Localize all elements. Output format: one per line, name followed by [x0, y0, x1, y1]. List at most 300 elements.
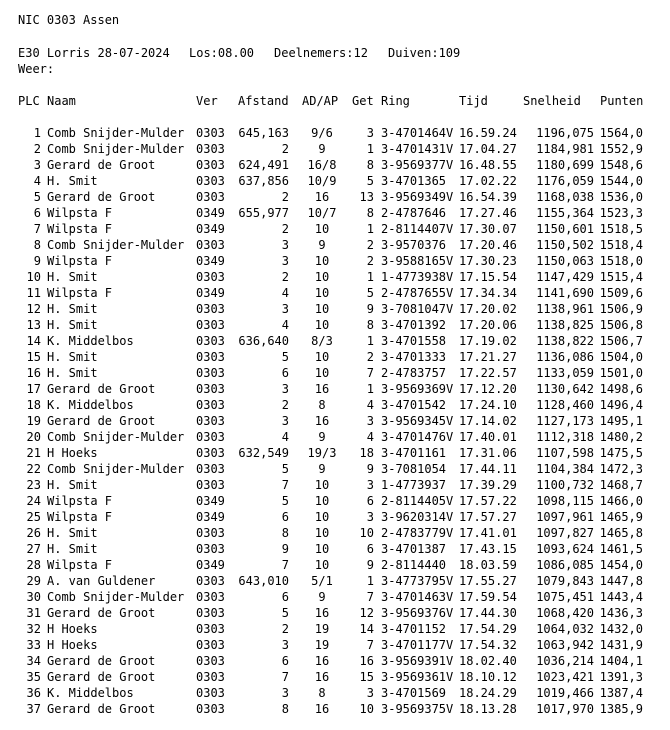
cell-naam: Comb Snijder-Mulder: [47, 126, 185, 140]
cell-ver: 0303: [196, 318, 225, 332]
cell-afstand: 624,491: [238, 158, 289, 172]
cell-plc: 37: [26, 702, 41, 716]
cell-plc: 29: [26, 574, 41, 588]
cell-snelheid: 1133,059: [536, 366, 594, 380]
cell-afstand: 2: [281, 222, 289, 236]
cell-adap: 19/3: [307, 446, 337, 460]
cell-adap: 10: [314, 542, 330, 556]
cell-adap: 10: [314, 478, 330, 492]
cell-punten: 1468,7: [599, 478, 643, 492]
cell-snelheid: 1168,038: [536, 190, 594, 204]
cell-snelheid: 1184,981: [536, 142, 594, 156]
table-row: [0, 429, 670, 445]
table-row: [0, 525, 670, 541]
cell-punten: 1518,5: [599, 222, 643, 236]
cell-snelheid: 1130,642: [536, 382, 594, 396]
cell-ver: 0349: [196, 222, 225, 236]
cell-plc: 10: [26, 270, 41, 284]
cell-tijd: 18.10.12: [459, 670, 517, 684]
page-title: NIC 0303 Assen: [18, 13, 120, 27]
cell-afstand: 5: [281, 350, 289, 364]
cell-afstand: 3: [281, 382, 289, 396]
cell-plc: 19: [26, 414, 41, 428]
cell-tijd: 16.48.55: [459, 158, 517, 172]
cell-ring: 3-4701387: [381, 542, 447, 556]
cell-ring: 3-9570376: [381, 238, 447, 252]
cell-afstand: 655,977: [238, 206, 289, 220]
cell-get: 3: [366, 126, 374, 140]
cell-plc: 5: [33, 190, 41, 204]
cell-plc: 3: [33, 158, 41, 172]
cell-get: 10: [359, 702, 374, 716]
cell-ver: 0349: [196, 510, 225, 524]
cell-punten: 1544,0: [599, 174, 643, 188]
cell-adap: 9/6: [311, 126, 333, 140]
cell-punten: 1552,9: [599, 142, 643, 156]
cell-afstand: 637,856: [238, 174, 289, 188]
cell-ring: 3-4701431V: [381, 142, 454, 156]
table-row: [0, 285, 670, 301]
cell-adap: 10: [314, 286, 330, 300]
cell-get: 6: [366, 542, 374, 556]
cell-adap: 9: [318, 462, 326, 476]
cell-afstand: 9: [281, 542, 289, 556]
cell-ver: 0303: [196, 398, 225, 412]
cell-ver: 0303: [196, 702, 225, 716]
cell-plc: 2: [33, 142, 41, 156]
cell-ver: 0303: [196, 526, 225, 540]
cell-ring: 3-4701464V: [381, 126, 454, 140]
cell-snelheid: 1138,961: [536, 302, 594, 316]
cell-plc: 7: [33, 222, 41, 236]
cell-plc: 9: [33, 254, 41, 268]
cell-plc: 24: [26, 494, 41, 508]
cell-naam: H Hoeks: [47, 638, 98, 652]
table-row: [0, 269, 670, 285]
cell-ring: 2-8114407V: [381, 222, 454, 236]
cell-ver: 0303: [196, 542, 225, 556]
cell-afstand: 3: [281, 414, 289, 428]
cell-punten: 1465,8: [599, 526, 643, 540]
cell-tijd: 17.43.15: [459, 542, 517, 556]
cell-afstand: 632,549: [238, 446, 289, 460]
cell-plc: 18: [26, 398, 41, 412]
cell-punten: 1432,0: [599, 622, 643, 636]
cell-plc: 16: [26, 366, 41, 380]
cell-naam: H. Smit: [47, 350, 98, 364]
cell-snelheid: 1098,115: [536, 494, 594, 508]
cell-naam: H. Smit: [47, 270, 98, 284]
cell-adap: 5/1: [311, 574, 333, 588]
cell-afstand: 2: [281, 270, 289, 284]
cell-naam: K. Middelbos: [47, 334, 134, 348]
cell-snelheid: 1141,690: [536, 286, 594, 300]
cell-tijd: 17.27.46: [459, 206, 517, 220]
cell-get: 1: [366, 142, 374, 156]
cell-ring: 3-4701333: [381, 350, 447, 364]
cell-tijd: 17.02.22: [459, 174, 517, 188]
cell-naam: Wilpsta F: [47, 254, 113, 268]
cell-afstand: 6: [281, 590, 289, 604]
cell-tijd: 17.30.07: [459, 222, 517, 236]
cell-afstand: 2: [281, 190, 289, 204]
cell-get: 1: [366, 334, 374, 348]
cell-ver: 0303: [196, 334, 225, 348]
cell-adap: 8: [318, 686, 326, 700]
cell-get: 3: [366, 478, 374, 492]
cell-plc: 36: [26, 686, 41, 700]
cell-naam: H. Smit: [47, 366, 98, 380]
cell-adap: 16: [314, 414, 330, 428]
cell-ver: 0303: [196, 190, 225, 204]
cell-get: 2: [366, 254, 374, 268]
table-row: [0, 573, 670, 589]
cell-tijd: 17.41.01: [459, 526, 517, 540]
cell-ver: 0303: [196, 174, 225, 188]
cell-tijd: 17.31.06: [459, 446, 517, 460]
table-row: [0, 125, 670, 141]
cell-afstand: 5: [281, 606, 289, 620]
cell-naam: Comb Snijder-Mulder: [47, 462, 185, 476]
cell-punten: 1548,6: [599, 158, 643, 172]
cell-ring: 2-4787655V: [381, 286, 454, 300]
cell-adap: 10: [314, 270, 330, 284]
cell-punten: 1509,6: [599, 286, 643, 300]
cell-naam: Gerard de Groot: [47, 190, 156, 204]
table-row: [0, 669, 670, 685]
cell-plc: 15: [26, 350, 41, 364]
cell-tijd: 17.15.54: [459, 270, 517, 284]
cell-get: 3: [366, 510, 374, 524]
cell-punten: 1480,2: [599, 430, 643, 444]
cell-punten: 1431,9: [599, 638, 643, 652]
cell-get: 14: [359, 622, 374, 636]
cell-adap: 8: [318, 398, 326, 412]
cell-ring: 3-9569391V: [381, 654, 454, 668]
cell-afstand: 7: [281, 478, 289, 492]
cell-snelheid: 1136,086: [536, 350, 594, 364]
cell-plc: 26: [26, 526, 41, 540]
cell-ver: 0303: [196, 158, 225, 172]
cell-ver: 0303: [196, 446, 225, 460]
cell-afstand: 2: [281, 622, 289, 636]
cell-adap: 10/9: [307, 174, 337, 188]
cell-punten: 1475,5: [599, 446, 643, 460]
cell-afstand: 7: [281, 558, 289, 572]
cell-adap: 16: [314, 702, 330, 716]
cell-tijd: 17.57.22: [459, 494, 517, 508]
table-row: [0, 157, 670, 173]
table-row: [0, 317, 670, 333]
table-row: [0, 637, 670, 653]
cell-afstand: 645,163: [238, 126, 289, 140]
cell-snelheid: 1097,827: [536, 526, 594, 540]
cell-get: 1: [366, 270, 374, 284]
cell-ver: 0303: [196, 590, 225, 604]
cell-adap: 16: [314, 654, 330, 668]
cell-naam: K. Middelbos: [47, 686, 134, 700]
cell-naam: Wilpsta F: [47, 494, 113, 508]
cell-tijd: 17.55.27: [459, 574, 517, 588]
cell-ver: 0349: [196, 206, 225, 220]
cell-tijd: 17.59.54: [459, 590, 517, 604]
cell-tijd: 18.24.29: [459, 686, 517, 700]
cell-get: 7: [366, 590, 374, 604]
cell-punten: 1454,0: [599, 558, 643, 572]
table-row: [0, 221, 670, 237]
cell-adap: 10: [314, 350, 330, 364]
cell-punten: 1536,0: [599, 190, 643, 204]
cell-afstand: 3: [281, 254, 289, 268]
cell-punten: 1404,1: [599, 654, 643, 668]
cell-tijd: 16.59.24: [459, 126, 517, 140]
cell-naam: A. van Guldener: [47, 574, 156, 588]
cell-ring: 1-4773938V: [381, 270, 454, 284]
cell-get: 13: [359, 190, 374, 204]
cell-naam: H. Smit: [47, 318, 98, 332]
cell-punten: 1515,4: [599, 270, 643, 284]
cell-tijd: 17.40.01: [459, 430, 517, 444]
cell-adap: 16: [314, 606, 330, 620]
cell-ring: 2-4783757: [381, 366, 447, 380]
cell-tijd: 17.39.29: [459, 478, 517, 492]
table-row: [0, 413, 670, 429]
cell-ring: 3-7081047V: [381, 302, 454, 316]
cell-naam: Wilpsta F: [47, 558, 113, 572]
cell-naam: Gerard de Groot: [47, 702, 156, 716]
cell-get: 10: [359, 526, 374, 540]
cell-get: 1: [366, 222, 374, 236]
cell-get: 2: [366, 350, 374, 364]
cell-ring: 3-9569376V: [381, 606, 454, 620]
table-row: [0, 701, 670, 717]
table-row: [0, 621, 670, 637]
cell-naam: H. Smit: [47, 542, 98, 556]
cell-plc: 23: [26, 478, 41, 492]
cell-ver: 0303: [196, 462, 225, 476]
cell-ring: 3-4701558: [381, 334, 447, 348]
cell-snelheid: 1063,942: [536, 638, 594, 652]
cell-adap: 10: [314, 558, 330, 572]
cell-punten: 1564,0: [599, 126, 643, 140]
cell-afstand: 2: [281, 142, 289, 156]
cell-ver: 0303: [196, 142, 225, 156]
cell-naam: Comb Snijder-Mulder: [47, 430, 185, 444]
cell-afstand: 6: [281, 654, 289, 668]
cell-naam: Gerard de Groot: [47, 414, 156, 428]
cell-snelheid: 1017,970: [536, 702, 594, 716]
table-row: [0, 461, 670, 477]
table-row: [0, 397, 670, 413]
cell-ver: 0303: [196, 238, 225, 252]
cell-plc: 21: [26, 446, 41, 460]
cell-punten: 1465,9: [599, 510, 643, 524]
col-ver: Ver: [196, 94, 218, 108]
cell-adap: 16/8: [307, 158, 337, 172]
cell-plc: 20: [26, 430, 41, 444]
cell-tijd: 17.20.46: [459, 238, 517, 252]
cell-punten: 1447,8: [599, 574, 643, 588]
cell-plc: 4: [33, 174, 41, 188]
cell-tijd: 17.12.20: [459, 382, 517, 396]
cell-tijd: 17.22.57: [459, 366, 517, 380]
cell-adap: 9: [318, 590, 326, 604]
table-row: [0, 493, 670, 509]
cell-snelheid: 1064,032: [536, 622, 594, 636]
cell-snelheid: 1019,466: [536, 686, 594, 700]
cell-snelheid: 1138,825: [536, 318, 594, 332]
cell-adap: 9: [318, 142, 326, 156]
table-row: [0, 541, 670, 557]
cell-get: 5: [366, 286, 374, 300]
cell-naam: Comb Snijder-Mulder: [47, 590, 185, 604]
cell-naam: Wilpsta F: [47, 510, 113, 524]
cell-ver: 0303: [196, 686, 225, 700]
cell-get: 8: [366, 206, 374, 220]
cell-afstand: 636,640: [238, 334, 289, 348]
cell-adap: 10: [314, 510, 330, 524]
cell-plc: 34: [26, 654, 41, 668]
cell-get: 8: [366, 158, 374, 172]
cell-naam: Gerard de Groot: [47, 382, 156, 396]
col-snelheid: Snelheid: [523, 94, 581, 108]
cell-plc: 32: [26, 622, 41, 636]
cell-ver: 0349: [196, 286, 225, 300]
cell-plc: 31: [26, 606, 41, 620]
cell-naam: H. Smit: [47, 174, 98, 188]
cell-adap: 8/3: [311, 334, 333, 348]
cell-ring: 3-4701392: [381, 318, 447, 332]
cell-punten: 1498,6: [599, 382, 643, 396]
cell-snelheid: 1155,364: [536, 206, 594, 220]
cell-ver: 0303: [196, 574, 225, 588]
cell-ver: 0303: [196, 414, 225, 428]
cell-snelheid: 1176,059: [536, 174, 594, 188]
cell-plc: 11: [26, 286, 41, 300]
cell-get: 1: [366, 382, 374, 396]
cell-snelheid: 1107,598: [536, 446, 594, 460]
cell-snelheid: 1196,075: [536, 126, 594, 140]
cell-tijd: 17.57.27: [459, 510, 517, 524]
cell-get: 2: [366, 238, 374, 252]
cell-ring: 3-7081054: [381, 462, 447, 476]
cell-ver: 0349: [196, 254, 225, 268]
race-name: E30 Lorris 28-07-2024: [18, 46, 170, 60]
cell-plc: 28: [26, 558, 41, 572]
cell-tijd: 17.20.02: [459, 302, 517, 316]
cell-adap: 10: [314, 494, 330, 508]
table-row: [0, 301, 670, 317]
cell-naam: Comb Snijder-Mulder: [47, 142, 185, 156]
cell-snelheid: 1023,421: [536, 670, 594, 684]
cell-afstand: 2: [281, 398, 289, 412]
cell-tijd: 17.19.02: [459, 334, 517, 348]
cell-get: 4: [366, 398, 374, 412]
cell-punten: 1461,5: [599, 542, 643, 556]
cell-plc: 35: [26, 670, 41, 684]
cell-ring: 2-4783779V: [381, 526, 454, 540]
cell-snelheid: 1127,173: [536, 414, 594, 428]
cell-plc: 17: [26, 382, 41, 396]
col-tijd: Tijd: [459, 94, 488, 108]
cell-get: 8: [366, 318, 374, 332]
cell-ring: 3-9569345V: [381, 414, 454, 428]
cell-punten: 1518,4: [599, 238, 643, 252]
cell-plc: 33: [26, 638, 41, 652]
cell-ring: 3-9569369V: [381, 382, 454, 396]
cell-ring: 3-4701152: [381, 622, 447, 636]
cell-afstand: 3: [281, 686, 289, 700]
cell-tijd: 17.54.29: [459, 622, 517, 636]
cell-ring: 2-8114405V: [381, 494, 454, 508]
cell-punten: 1506,7: [599, 334, 643, 348]
cell-snelheid: 1036,214: [536, 654, 594, 668]
cell-afstand: 6: [281, 366, 289, 380]
cell-snelheid: 1079,843: [536, 574, 594, 588]
table-row: [0, 685, 670, 701]
cell-tijd: 17.54.32: [459, 638, 517, 652]
cell-ver: 0303: [196, 654, 225, 668]
cell-adap: 9: [318, 430, 326, 444]
cell-punten: 1391,3: [599, 670, 643, 684]
col-adap: AD/AP: [302, 94, 339, 108]
cell-get: 9: [366, 558, 374, 572]
cell-plc: 25: [26, 510, 41, 524]
col-ring: Ring: [381, 94, 410, 108]
table-row: [0, 333, 670, 349]
cell-plc: 27: [26, 542, 41, 556]
cell-punten: 1466,0: [599, 494, 643, 508]
cell-adap: 16: [314, 382, 330, 396]
participants-count: Deelnemers:12: [274, 46, 368, 60]
cell-tijd: 17.44.11: [459, 462, 517, 476]
cell-afstand: 5: [281, 462, 289, 476]
cell-punten: 1506,9: [599, 302, 643, 316]
cell-ring: 3-4701476V: [381, 430, 454, 444]
cell-ring: 3-4701177V: [381, 638, 454, 652]
cell-afstand: 643,010: [238, 574, 289, 588]
cell-afstand: 3: [281, 238, 289, 252]
cell-plc: 14: [26, 334, 41, 348]
table-row: [0, 445, 670, 461]
cell-adap: 10: [314, 526, 330, 540]
table-header: [0, 93, 670, 109]
cell-ring: 2-8114440: [381, 558, 447, 572]
cell-get: 4: [366, 430, 374, 444]
cell-ring: 3-9569377V: [381, 158, 454, 172]
table-row: [0, 141, 670, 157]
cell-ver: 0303: [196, 670, 225, 684]
cell-punten: 1385,9: [599, 702, 643, 716]
cell-plc: 12: [26, 302, 41, 316]
cell-afstand: 4: [281, 430, 289, 444]
table-row: [0, 589, 670, 605]
cell-plc: 1: [33, 126, 41, 140]
cell-afstand: 4: [281, 286, 289, 300]
cell-ring: 3-9569349V: [381, 190, 454, 204]
cell-tijd: 17.21.27: [459, 350, 517, 364]
cell-adap: 19: [314, 638, 330, 652]
cell-afstand: 5: [281, 494, 289, 508]
cell-snelheid: 1112,318: [536, 430, 594, 444]
cell-naam: H Hoeks: [47, 446, 98, 460]
cell-tijd: 17.04.27: [459, 142, 517, 156]
cell-punten: 1523,3: [599, 206, 643, 220]
table-row: [0, 189, 670, 205]
cell-naam: H. Smit: [47, 526, 98, 540]
cell-naam: Wilpsta F: [47, 206, 113, 220]
col-plc: PLC: [18, 94, 40, 108]
